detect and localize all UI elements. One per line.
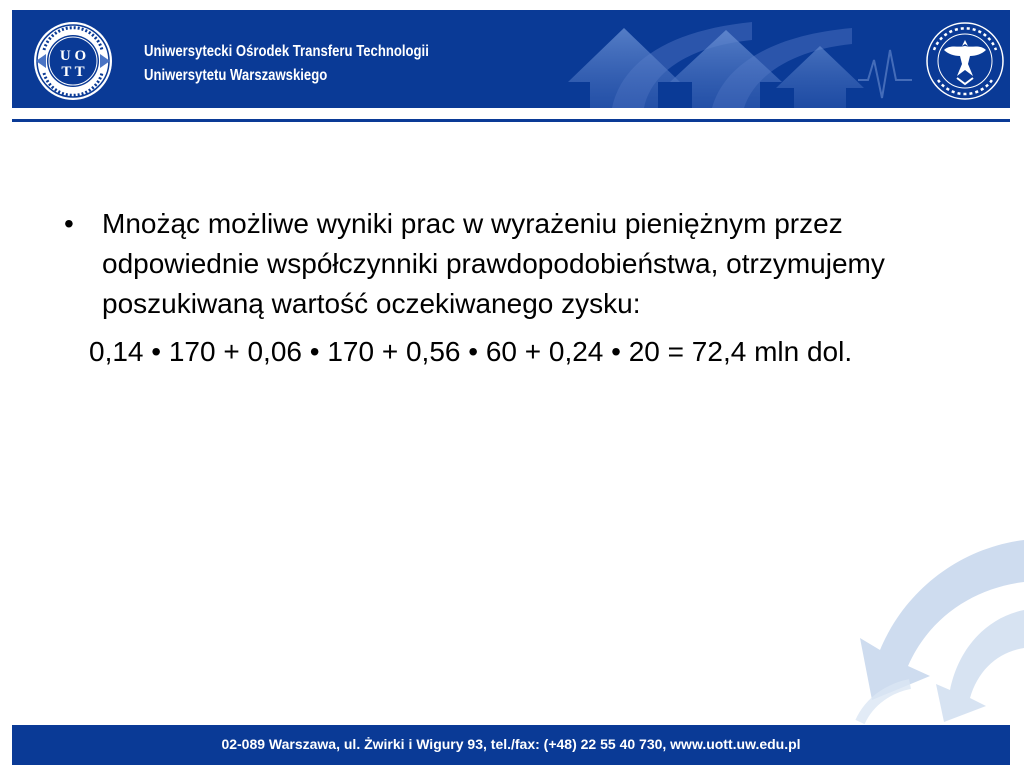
footer-bar (12, 725, 1010, 765)
footer-address: 02-089 Warszawa, ul. Żwirki i Wigury 93, tel./fax: (+48) 22 55 40 730, www.uott.uw.edu.pl (221, 736, 801, 752)
calculation-text: 0,14 • 170 + 0,06 • 170 + 0,56 • 60 + 0,24 • 20 = 72,4 mln dol. (89, 336, 853, 367)
svg-text:U O: U O (59, 48, 87, 64)
uott-logo-icon (32, 20, 114, 102)
slide-content (60, 204, 980, 372)
svg-text:T T: T T (61, 64, 85, 80)
eagle-crest-icon (924, 20, 1006, 102)
bullet-text: Mnożąc możliwe wyniki prac w wyrażeniu pieniężnym przez odpowiednie współczynniki prawdopodobieństwa, otrzymujemy poszukiwaną wartość oczekiwanego zysku: (102, 208, 885, 319)
header-banner (12, 10, 1010, 108)
organization-name (144, 40, 429, 88)
organization-name-line-1: Uniwersytecki Ośrodek Transferu Technologii (144, 43, 429, 60)
header-underline (12, 119, 1010, 122)
bullet-item (60, 204, 980, 324)
organization-name-line-2: Uniwersytetu Warszawskiego (144, 67, 328, 84)
bullet-marker: • (64, 208, 74, 239)
